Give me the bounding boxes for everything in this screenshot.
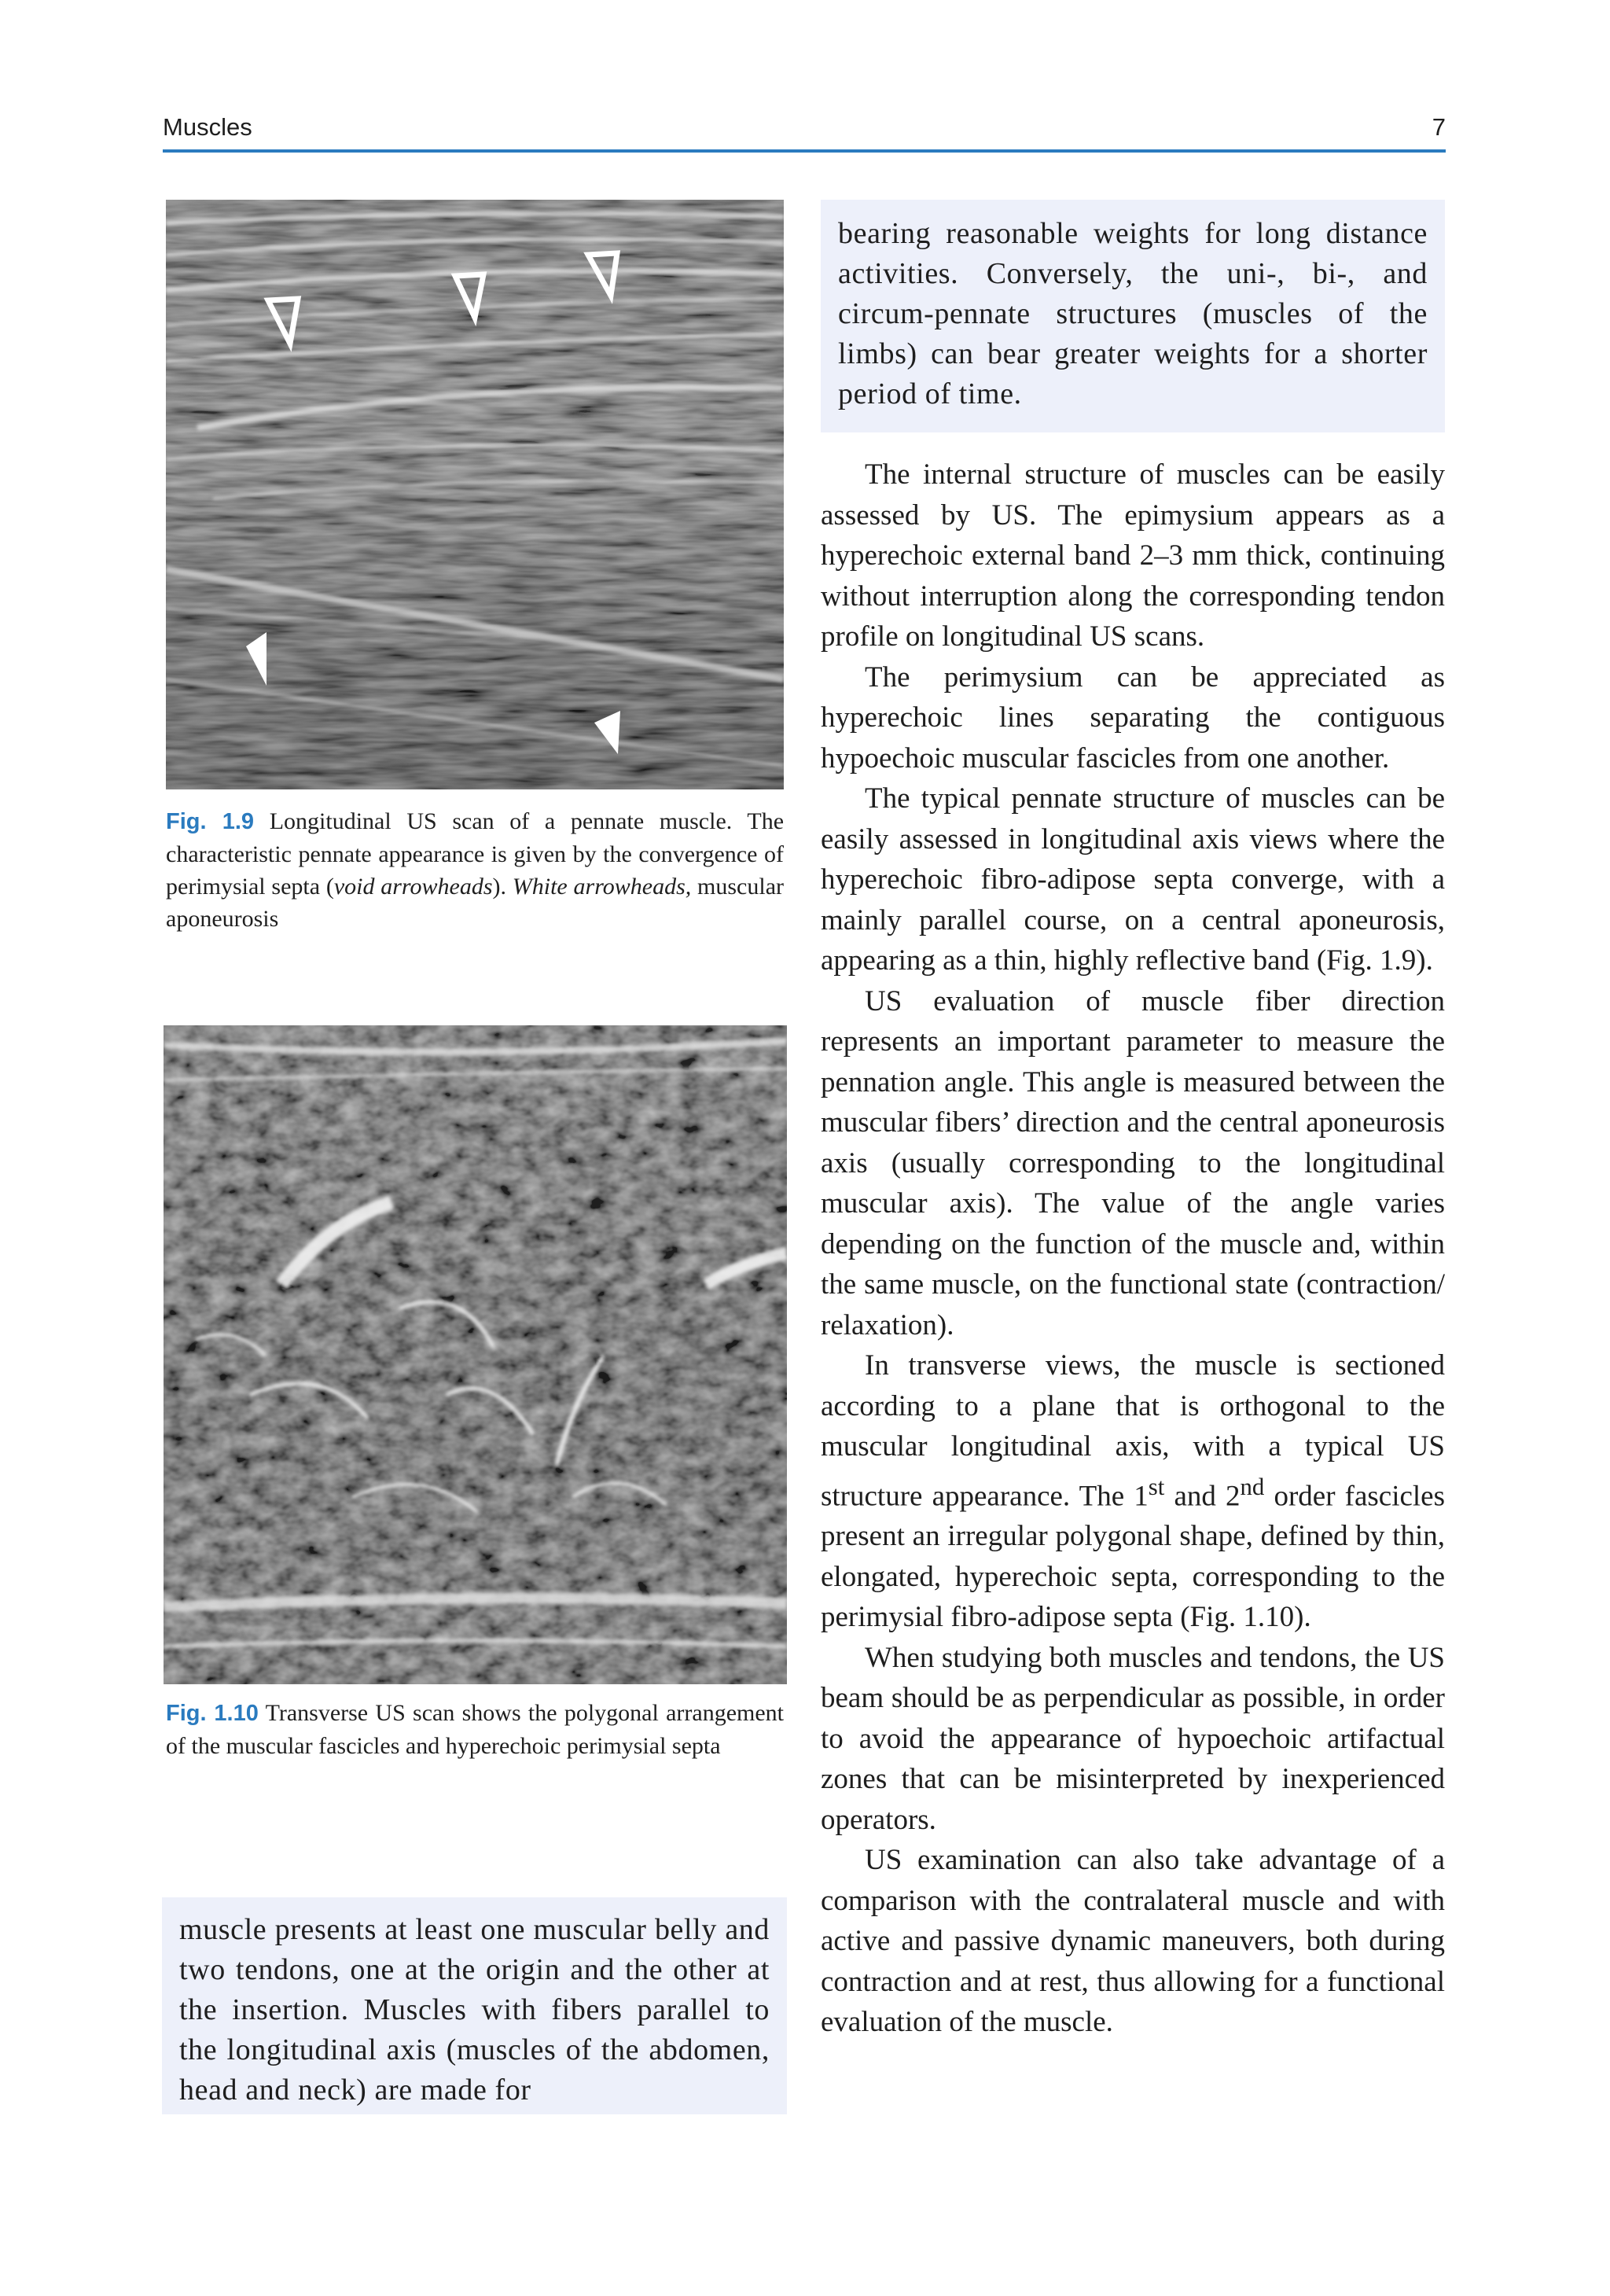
caption-text: Longitudinal US scan of a pennate muscle. The characteristic pennate appearance is given by the convergence of perimysial septa ( [166, 808, 785, 900]
running-head-section: Muscles [163, 113, 252, 141]
running-head [163, 112, 1446, 153]
superscript: nd [1240, 1473, 1265, 1500]
highlight-box-top [821, 200, 1445, 432]
highlight-box-bottom [162, 1897, 787, 2114]
figure-1-10-image [164, 1025, 787, 1684]
superscript: st [1148, 1473, 1165, 1500]
figure-1-10-label: Fig. 1.10 [166, 1701, 259, 1726]
caption-italic: White arrowheads, [512, 874, 692, 900]
paragraph: The internal structure of muscles can be easily assessed by US. The epimysium appears as a hyperechoic external band 2–3 mm thick, continuing without interruption along the corresponding tendon profile on longitudinal US scans. [821, 458, 1445, 653]
highlight-box-bottom-text: muscle presents at least one muscular belly and two tendons, one at the origin and the other at the insertion. Muscles with fibers parallel to the longitudinal axis (muscles of the abdomen, head and neck) are made for [179, 1913, 770, 2107]
caption-text: Transverse US scan shows the polygonal arrangement of the muscular fascicles and hyperechoic perimysial septa [166, 1700, 785, 1759]
caption-text: ). [492, 874, 513, 900]
paragraph: US evaluation of muscle fiber direction represents an important parameter to measure the pennation angle. This angle is measured between the muscular fibers’ direction and the central aponeurosis axis (usually corresponding to the longitudinal muscular axis). The value of the angle varies depending on the function of the muscle and, within the same muscle, on the functional state (contraction/ relaxation). [821, 984, 1445, 1341]
ultrasound-transverse-scan [164, 1025, 787, 1684]
page-number: 7 [1432, 113, 1446, 141]
figure-1-10-caption [166, 1697, 784, 1762]
paragraph: The perimysium can be appreciated as hyperechoic lines separating the contiguous hypoechoic muscular fascicles from one another. [821, 660, 1445, 775]
caption-text: muscular aponeurosis [166, 874, 785, 932]
text-run: In transverse views, the muscle is sectioned according to a plane that is orthogonal to the muscular longitudinal axis, with a typical US structure appearance. The 1 [821, 1349, 1445, 1512]
figure-1-9-label: Fig. 1.9 [166, 809, 255, 834]
paragraph: US examination can also take advantage of a comparison with the contralateral muscle and with active and passive dynamic maneuvers, both during contraction and at rest, thus allowing for a functional evaluation of the muscle. [821, 1844, 1445, 2039]
ultrasound-longitudinal-scan [166, 200, 784, 789]
highlight-box-top-text: bearing reasonable weights for long distance activities. Conversely, the uni-, bi-, and circum-pennate structures (muscles of the limbs) can bear greater weights for a shorter period of time. [838, 217, 1428, 410]
paragraph: When studying both muscles and tendons, the US beam should be as perpendicular as possible, in order to avoid the appearance of hypoechoic artifactual zones that can be misinterpreted by inexperienced operators. [821, 1641, 1445, 1836]
figure-1-9-caption [166, 805, 784, 935]
paragraph [821, 1345, 1445, 1638]
paragraph: The typical pennate structure of muscles can be easily assessed in longitudinal axis views where the hyperechoic fibro-adipose septa converge, with a mainly parallel course, on a central aponeurosis, appearing as a thin, highly reflective band (Fig. 1.9). [821, 782, 1445, 977]
text-run: and 2 [1164, 1479, 1241, 1512]
figure-1-9-image [166, 200, 784, 789]
caption-italic: void arrowheads [333, 874, 493, 900]
text-run: order fascicles present an irregular polygonal shape, defined by thin, elongated, hyperechoic septa, corresponding to the perimysial fibro-adipose septa (Fig. 1.10). [821, 1479, 1445, 1634]
body-text-column [821, 454, 1445, 2043]
